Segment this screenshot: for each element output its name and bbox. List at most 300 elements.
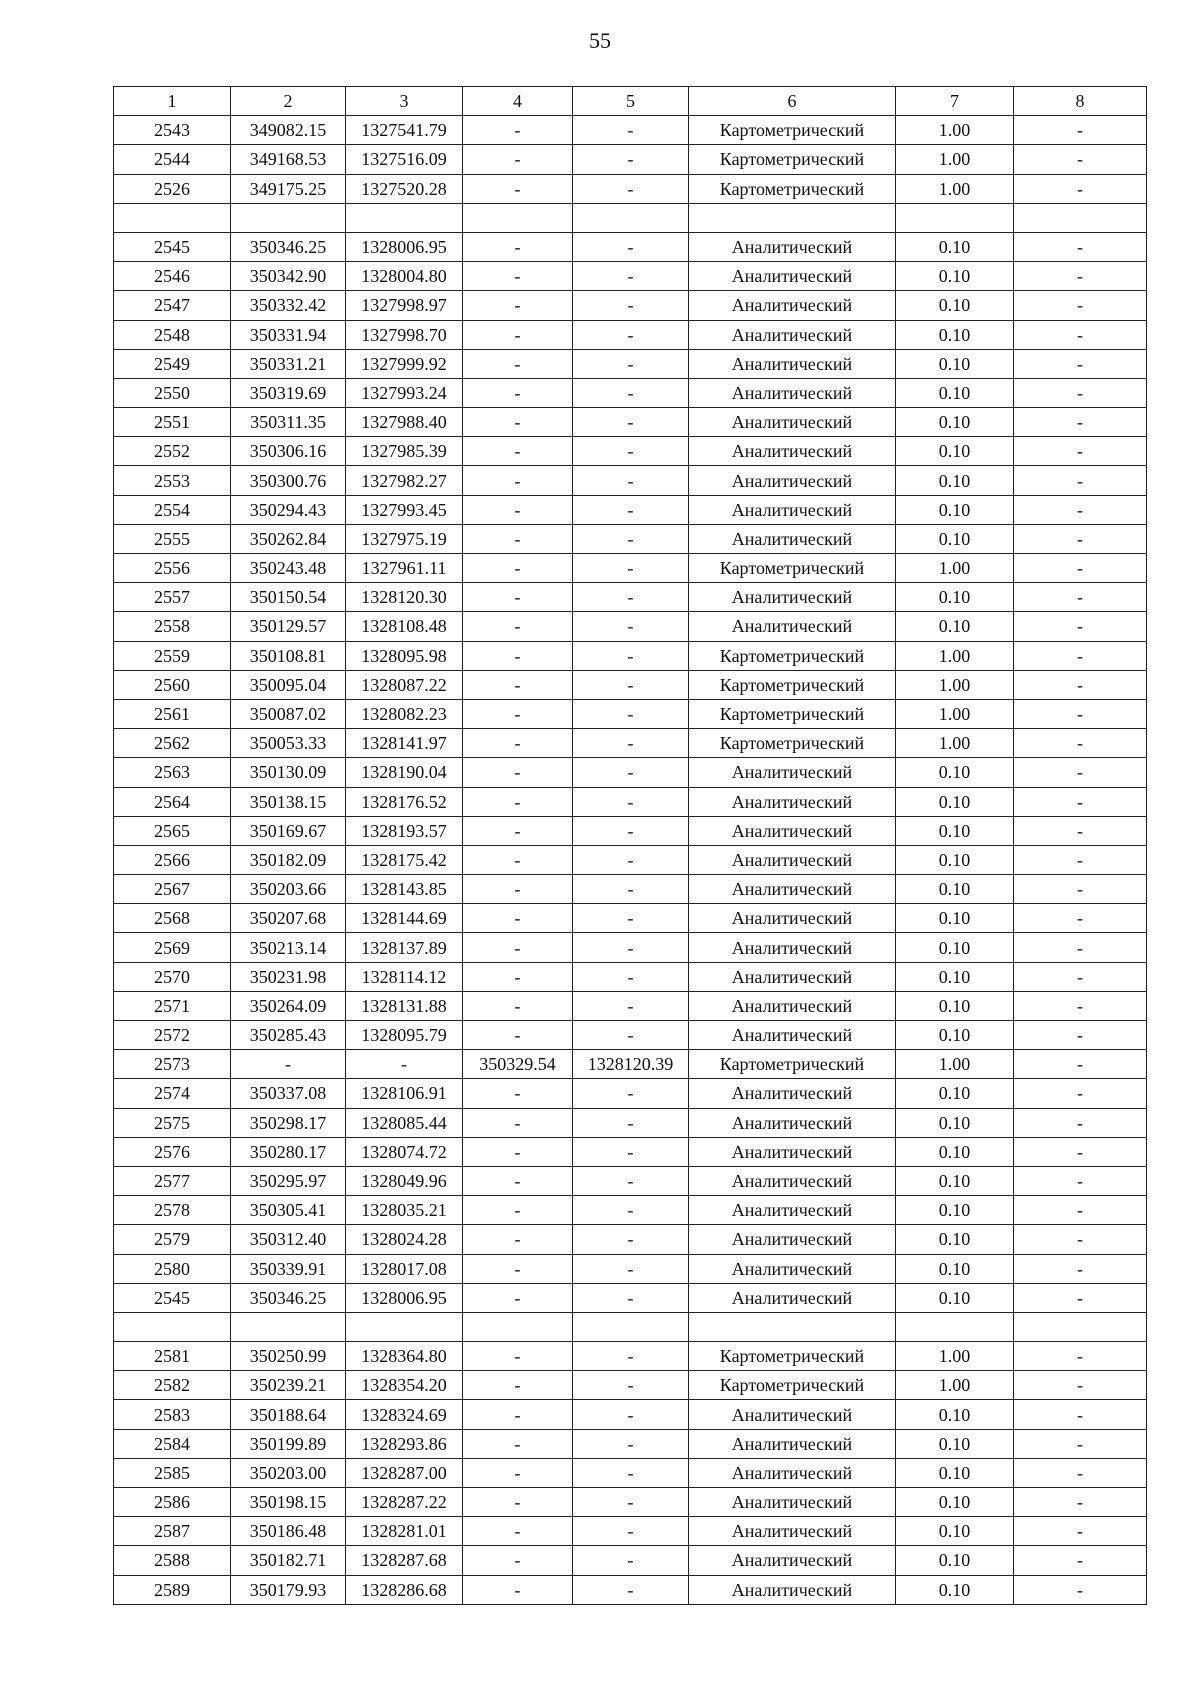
table-cell: - [463, 1283, 573, 1312]
table-cell: 0.10 [896, 1458, 1014, 1487]
table-cell: - [463, 1429, 573, 1458]
table-cell: 1327998.97 [346, 291, 463, 320]
table-cell: 1328286.68 [346, 1575, 463, 1604]
table-cell: 350182.71 [231, 1546, 346, 1575]
table-cell: 2543 [114, 116, 231, 145]
table-cell: - [1014, 758, 1147, 787]
table-cell: - [573, 1137, 689, 1166]
table-cell: Аналитический [689, 1517, 896, 1546]
table-row [114, 670, 1147, 699]
table-cell: 2562 [114, 729, 231, 758]
table-cell: 350346.25 [231, 1283, 346, 1312]
table-cell: 1328004.80 [346, 262, 463, 291]
table-cell: 1328364.80 [346, 1342, 463, 1371]
table-cell: 1328293.86 [346, 1429, 463, 1458]
table-cell: 0.10 [896, 1196, 1014, 1225]
table-cell [689, 203, 896, 232]
table-cell: 1328017.08 [346, 1254, 463, 1283]
table-cell: 0.10 [896, 437, 1014, 466]
table-cell: 1327993.45 [346, 495, 463, 524]
table-cell: 2565 [114, 816, 231, 845]
table-cell: 2576 [114, 1137, 231, 1166]
table-row [114, 262, 1147, 291]
table-cell: - [1014, 816, 1147, 845]
table-cell: Аналитический [689, 262, 896, 291]
table-cell: 2575 [114, 1108, 231, 1137]
table-cell: - [463, 729, 573, 758]
table-cell: - [1014, 437, 1147, 466]
table-cell: 0.10 [896, 875, 1014, 904]
table-cell: 0.10 [896, 524, 1014, 553]
table-row [114, 1225, 1147, 1254]
table-cell: Аналитический [689, 408, 896, 437]
table-row [114, 933, 1147, 962]
table-cell: - [1014, 845, 1147, 874]
table-row [114, 291, 1147, 320]
table-cell: - [573, 1254, 689, 1283]
header-cell: 7 [896, 87, 1014, 116]
table-cell: Аналитический [689, 320, 896, 349]
table-cell: Картометрический [689, 145, 896, 174]
table-cell: 350179.93 [231, 1575, 346, 1604]
table-cell: 350188.64 [231, 1400, 346, 1429]
table-cell: 1328114.12 [346, 962, 463, 991]
table-row [114, 787, 1147, 816]
table-cell: 2574 [114, 1079, 231, 1108]
table-cell: 1328095.98 [346, 641, 463, 670]
table-cell [689, 1312, 896, 1341]
table-cell: 0.10 [896, 962, 1014, 991]
table-cell: - [573, 524, 689, 553]
table-cell: 0.10 [896, 1079, 1014, 1108]
table-cell: - [463, 1400, 573, 1429]
table-cell: 0.10 [896, 1021, 1014, 1050]
table-cell: 0.10 [896, 1225, 1014, 1254]
table-row [114, 408, 1147, 437]
table-cell: 0.10 [896, 232, 1014, 261]
header-cell: 3 [346, 87, 463, 116]
table-cell: - [573, 378, 689, 407]
table-cell: 350239.21 [231, 1371, 346, 1400]
table-cell: 2568 [114, 904, 231, 933]
table-cell: 2544 [114, 145, 231, 174]
table-cell: Аналитический [689, 875, 896, 904]
table-cell: 1328176.52 [346, 787, 463, 816]
table-cell: - [1014, 145, 1147, 174]
table-cell: 1328074.72 [346, 1137, 463, 1166]
table-row [114, 203, 1147, 232]
table-cell: 1327516.09 [346, 145, 463, 174]
table-cell: 2584 [114, 1429, 231, 1458]
table-cell: 350312.40 [231, 1225, 346, 1254]
table-cell: - [1014, 1196, 1147, 1225]
table-cell: 350095.04 [231, 670, 346, 699]
table-row [114, 845, 1147, 874]
table-row [114, 816, 1147, 845]
table-cell: - [1014, 291, 1147, 320]
table-cell: - [1014, 1458, 1147, 1487]
table-cell: Аналитический [689, 1108, 896, 1137]
table-row [114, 1137, 1147, 1166]
table-cell: - [1014, 962, 1147, 991]
table-cell: 1327993.24 [346, 378, 463, 407]
header-row [114, 87, 1147, 116]
table-row [114, 466, 1147, 495]
table-cell: - [1014, 408, 1147, 437]
table-cell: - [573, 875, 689, 904]
table-cell: - [1014, 1546, 1147, 1575]
table-row [114, 437, 1147, 466]
table-cell: 1327961.11 [346, 554, 463, 583]
table-cell: 2589 [114, 1575, 231, 1604]
table-cell: 1327998.70 [346, 320, 463, 349]
table-cell: 350207.68 [231, 904, 346, 933]
table-cell: - [463, 232, 573, 261]
table-cell: 1328024.28 [346, 1225, 463, 1254]
table-cell: 350329.54 [463, 1050, 573, 1079]
table-cell: - [463, 174, 573, 203]
table-cell: 1328095.79 [346, 1021, 463, 1050]
table-cell: Картометрический [689, 699, 896, 728]
table-cell: 349175.25 [231, 174, 346, 203]
table-cell: 1328287.22 [346, 1488, 463, 1517]
table-row [114, 1458, 1147, 1487]
table-cell: - [463, 583, 573, 612]
table-cell: 350306.16 [231, 437, 346, 466]
table-cell: 350262.84 [231, 524, 346, 553]
table-cell: - [463, 962, 573, 991]
table-cell: 0.10 [896, 845, 1014, 874]
table-cell: 0.10 [896, 1517, 1014, 1546]
table-cell: - [573, 729, 689, 758]
table-cell: Картометрический [689, 729, 896, 758]
table-cell: Картометрический [689, 174, 896, 203]
table-cell: - [1014, 116, 1147, 145]
table-cell: 2560 [114, 670, 231, 699]
table-row [114, 729, 1147, 758]
table-cell [114, 1312, 231, 1341]
table-row [114, 1166, 1147, 1195]
table-cell [346, 203, 463, 232]
table-cell: Аналитический [689, 583, 896, 612]
table-cell: Аналитический [689, 1254, 896, 1283]
table-cell: 1327520.28 [346, 174, 463, 203]
table-cell [1014, 1312, 1147, 1341]
table-cell: - [1014, 524, 1147, 553]
table-cell: - [1014, 466, 1147, 495]
table-cell: - [573, 962, 689, 991]
table-row [114, 554, 1147, 583]
header-cell: 6 [689, 87, 896, 116]
table-cell [1014, 203, 1147, 232]
table-cell: 1328049.96 [346, 1166, 463, 1195]
table-cell: 350337.08 [231, 1079, 346, 1108]
table-cell: Картометрический [689, 554, 896, 583]
table-cell: - [573, 1575, 689, 1604]
table-cell: - [1014, 991, 1147, 1020]
table-cell: - [463, 262, 573, 291]
table-cell: 0.10 [896, 466, 1014, 495]
table-cell: 350130.09 [231, 758, 346, 787]
table-cell: 1328035.21 [346, 1196, 463, 1225]
table-cell: - [573, 320, 689, 349]
table-cell: 1.00 [896, 1050, 1014, 1079]
table-cell: - [573, 1458, 689, 1487]
table-cell: - [573, 699, 689, 728]
table-cell: - [573, 670, 689, 699]
table-cell: Аналитический [689, 495, 896, 524]
page-number: 55 [589, 28, 611, 53]
table-cell: - [573, 991, 689, 1020]
table-cell: 1.00 [896, 1342, 1014, 1371]
table-cell: 1328106.91 [346, 1079, 463, 1108]
table-row [114, 174, 1147, 203]
table-cell: 1.00 [896, 699, 1014, 728]
table-cell: 350332.42 [231, 291, 346, 320]
table-cell: 0.10 [896, 320, 1014, 349]
table-cell: - [573, 933, 689, 962]
table-cell: Аналитический [689, 1166, 896, 1195]
table-row [114, 524, 1147, 553]
table-cell: - [573, 437, 689, 466]
table-cell: - [573, 1166, 689, 1195]
table-cell: 1328087.22 [346, 670, 463, 699]
header-cell: 4 [463, 87, 573, 116]
table-cell: 1327541.79 [346, 116, 463, 145]
table-cell: 350305.41 [231, 1196, 346, 1225]
table-cell: - [1014, 349, 1147, 378]
table-cell: - [463, 641, 573, 670]
table-cell: 350331.21 [231, 349, 346, 378]
table-cell: Картометрический [689, 1050, 896, 1079]
table-row [114, 1283, 1147, 1312]
table-cell: - [463, 758, 573, 787]
table-cell: - [463, 291, 573, 320]
table-cell: 2570 [114, 962, 231, 991]
table-cell: 2571 [114, 991, 231, 1020]
table-cell: 0.10 [896, 262, 1014, 291]
table-cell: 2585 [114, 1458, 231, 1487]
table-cell: 0.10 [896, 1283, 1014, 1312]
table-row [114, 1079, 1147, 1108]
table-row [114, 1371, 1147, 1400]
table-cell: - [573, 495, 689, 524]
table-cell: - [573, 583, 689, 612]
table-cell: - [573, 174, 689, 203]
table-cell: - [573, 1488, 689, 1517]
table-cell: 1.00 [896, 116, 1014, 145]
table-cell: 350243.48 [231, 554, 346, 583]
table-cell: 350199.89 [231, 1429, 346, 1458]
table-cell: - [573, 1371, 689, 1400]
table-cell: Аналитический [689, 816, 896, 845]
table-cell: - [573, 904, 689, 933]
table-cell: - [463, 524, 573, 553]
table-row [114, 1312, 1147, 1341]
table-cell: - [463, 320, 573, 349]
table-cell [231, 1312, 346, 1341]
table-row [114, 904, 1147, 933]
table-cell: - [463, 145, 573, 174]
table-cell: Аналитический [689, 1079, 896, 1108]
table-cell: 349082.15 [231, 116, 346, 145]
table-cell: 350231.98 [231, 962, 346, 991]
table-cell: 1328287.68 [346, 1546, 463, 1575]
table-cell: Аналитический [689, 758, 896, 787]
table-cell: - [463, 933, 573, 962]
table-cell: 350342.90 [231, 262, 346, 291]
table-cell: - [463, 408, 573, 437]
header-cell: 5 [573, 87, 689, 116]
table-cell: 350182.09 [231, 845, 346, 874]
table-cell: 350129.57 [231, 612, 346, 641]
table-cell: - [1014, 641, 1147, 670]
table-cell: - [463, 1196, 573, 1225]
table-cell: 1328193.57 [346, 816, 463, 845]
table-cell: - [463, 699, 573, 728]
table-cell: 2563 [114, 758, 231, 787]
table-cell: Картометрический [689, 670, 896, 699]
table-cell: 1328006.95 [346, 232, 463, 261]
table-cell: 350339.91 [231, 1254, 346, 1283]
table-cell: - [463, 1225, 573, 1254]
table-cell: 2558 [114, 612, 231, 641]
table-cell: - [463, 1458, 573, 1487]
table-cell: - [1014, 174, 1147, 203]
table-cell: 350203.66 [231, 875, 346, 904]
table-cell: Аналитический [689, 1196, 896, 1225]
table-cell: - [346, 1050, 463, 1079]
table-cell: - [573, 554, 689, 583]
table-cell: - [573, 1021, 689, 1050]
table-cell: Аналитический [689, 933, 896, 962]
table-cell: 0.10 [896, 1429, 1014, 1458]
table-cell: 2572 [114, 1021, 231, 1050]
table-cell: 1328120.30 [346, 583, 463, 612]
table-cell: 2573 [114, 1050, 231, 1079]
table-cell: - [1014, 1283, 1147, 1312]
table-row [114, 320, 1147, 349]
table-cell: Аналитический [689, 437, 896, 466]
table-cell: 350331.94 [231, 320, 346, 349]
table-cell: 2555 [114, 524, 231, 553]
table-cell [463, 1312, 573, 1341]
table-cell [231, 203, 346, 232]
table-cell: - [1014, 1429, 1147, 1458]
table-cell: - [1014, 1371, 1147, 1400]
table-cell: 0.10 [896, 1254, 1014, 1283]
table-row [114, 1400, 1147, 1429]
table-cell: 2586 [114, 1488, 231, 1517]
table-row [114, 1108, 1147, 1137]
table-cell: 1327985.39 [346, 437, 463, 466]
table-cell: - [1014, 1021, 1147, 1050]
table-row [114, 232, 1147, 261]
table-cell: 1327988.40 [346, 408, 463, 437]
table-cell: - [463, 991, 573, 1020]
table-cell: 350319.69 [231, 378, 346, 407]
table-cell: 350053.33 [231, 729, 346, 758]
table-cell: 0.10 [896, 933, 1014, 962]
table-cell: 1328108.48 [346, 612, 463, 641]
table-cell: 350138.15 [231, 787, 346, 816]
table-cell: 1328131.88 [346, 991, 463, 1020]
table-cell: - [573, 1283, 689, 1312]
table-cell: 0.10 [896, 1546, 1014, 1575]
table-cell: Аналитический [689, 787, 896, 816]
table-cell: Аналитический [689, 1400, 896, 1429]
table-row [114, 758, 1147, 787]
table-cell: 0.10 [896, 758, 1014, 787]
table-cell: - [1014, 699, 1147, 728]
table-cell: 2587 [114, 1517, 231, 1546]
table-cell: 2580 [114, 1254, 231, 1283]
table-cell: - [463, 466, 573, 495]
table-cell: - [1014, 583, 1147, 612]
table-cell: - [1014, 787, 1147, 816]
table-cell: - [573, 1400, 689, 1429]
table-cell: 350280.17 [231, 1137, 346, 1166]
table-cell: 350213.14 [231, 933, 346, 962]
table-cell: 2553 [114, 466, 231, 495]
table-cell: 2559 [114, 641, 231, 670]
table-cell: - [573, 1079, 689, 1108]
table-cell: 2557 [114, 583, 231, 612]
table-row [114, 1546, 1147, 1575]
table-cell: - [463, 612, 573, 641]
table-cell: 1327982.27 [346, 466, 463, 495]
table-cell: - [573, 232, 689, 261]
table-cell: 0.10 [896, 1166, 1014, 1195]
table-cell: 350300.76 [231, 466, 346, 495]
table-cell: - [573, 612, 689, 641]
table-cell: Аналитический [689, 1546, 896, 1575]
table-cell: 2526 [114, 174, 231, 203]
table-cell: - [463, 1137, 573, 1166]
table-cell: 1328141.97 [346, 729, 463, 758]
table-cell: 350169.67 [231, 816, 346, 845]
table-cell: - [1014, 1400, 1147, 1429]
table-row [114, 1517, 1147, 1546]
table-cell: 350285.43 [231, 1021, 346, 1050]
table-cell: - [463, 845, 573, 874]
table-row [114, 1021, 1147, 1050]
table-row [114, 1429, 1147, 1458]
table-cell: 1.00 [896, 174, 1014, 203]
coordinates-table [113, 86, 1147, 1605]
table-cell: 2545 [114, 232, 231, 261]
table-cell: - [463, 1079, 573, 1108]
table-row [114, 1196, 1147, 1225]
table-cell: Аналитический [689, 378, 896, 407]
table-cell: 0.10 [896, 408, 1014, 437]
table-cell: 350186.48 [231, 1517, 346, 1546]
table-cell: - [573, 1429, 689, 1458]
table-cell: - [1014, 1079, 1147, 1108]
table-cell: - [573, 845, 689, 874]
table-cell: 2556 [114, 554, 231, 583]
table-cell [573, 1312, 689, 1341]
table-cell [573, 203, 689, 232]
table-cell: 2579 [114, 1225, 231, 1254]
table-cell: Аналитический [689, 1458, 896, 1487]
table-cell: 0.10 [896, 991, 1014, 1020]
header-cell: 2 [231, 87, 346, 116]
table-cell: - [463, 875, 573, 904]
table-cell: 1328175.42 [346, 845, 463, 874]
table-cell: - [1014, 262, 1147, 291]
table-cell: 1327975.19 [346, 524, 463, 553]
